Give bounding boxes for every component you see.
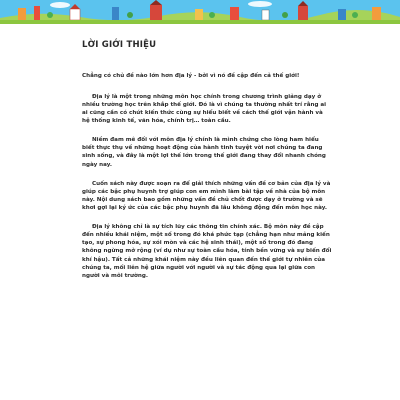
lead-sentence: Chẳng có chủ đề nào lớn hơn địa lý - bởi vì nó đề cập đến cả thế giới!	[82, 73, 300, 79]
town-landscape-illustration	[0, 0, 400, 24]
paragraph-4: Địa lý không chỉ là sự tích lũy các thông tin chính xác. Bộ môn này đề cập đến nhiều khái niệm, một số trong đó khá phức tạp (chẳng hạn như mảng kiến tạo, sự phong hóa, sự xói mòn và các hệ sinh thái), một số trong đó đang không ngừng mở rộng (ví dụ như sự toàn cầu hóa, tính bền vững và sự biến đổi khí hậu). Tất cả những khái niệm này đều liên quan đến thế giới tự nhiên của chúng ta, mối liên hệ giữa người với người và sự tác động qua lại giữa con người và môi trường.	[82, 224, 332, 279]
introduction-section	[82, 40, 332, 291]
cloud	[50, 2, 70, 8]
paragraph-1: Địa lý là một trong những môn học chính trong chương trình giảng dạy ở nhiều trường học trên khắp thế giới. Đó là vì chúng ta thường nhất trí rằng ai ai cũng cần có chút kiến thức cùng sự hiểu biết về cách thế giới vận hành và hệ thống kinh tế, văn hóa, chính trị… toàn cầu.	[82, 93, 327, 125]
paragraph-2: Niềm đam mê đối với môn địa lý chính là mình chứng cho lòng ham hiểu biết thực thụ về những hoạt động của hành tinh tuyệt vời nơi chúng ta đang sinh sống, và đây là một lợi thế lớn trong thế giới đang thay đổi nhanh chóng ngày nay.	[82, 137, 326, 168]
header-illustration	[0, 0, 400, 24]
page-title: LỜI GIỚI THIỆU	[82, 40, 157, 50]
grass-strip	[0, 20, 400, 24]
cloud	[248, 1, 272, 7]
paragraph-3: Cuốn sách này được soạn ra để giải thích những vấn đề cơ bản của địa lý và giúp các bậc phụ huynh trợ giúp con em mình làm bài tập về nhà của bộ môn này. Nội dung sách bao gồm những vấn đề chủ chốt được dạy ở trường và sẽ khơi gợi lại ký ức của các bậc phụ huynh đã lâu không động đến môn học này.	[82, 180, 331, 212]
